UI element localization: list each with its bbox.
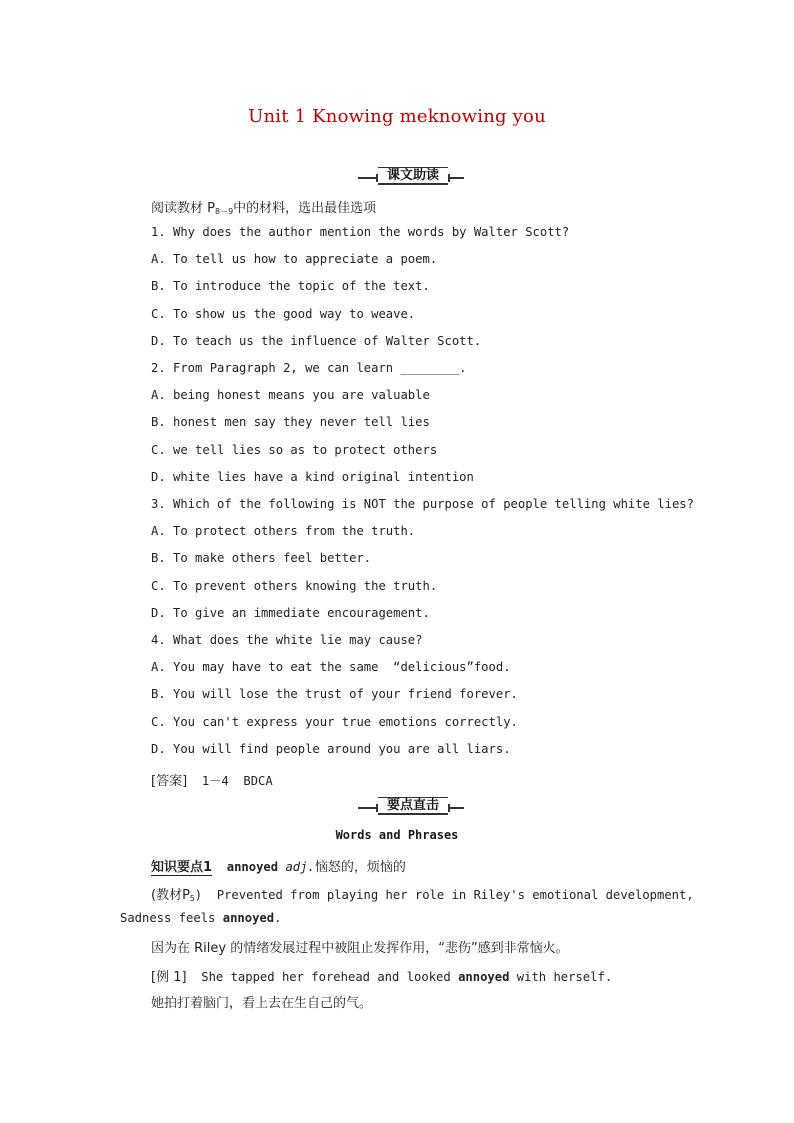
- example-sentence: [例 1] She tapped her forehead and looked annoyed with herself.: [151, 970, 613, 985]
- question-stem: 3. Which of the following is NOT the purpose of people telling white lies?: [151, 497, 694, 511]
- question-stem: 1. Why does the author mention the words by Walter Scott?: [151, 225, 570, 239]
- section-title: 要点直击: [378, 797, 448, 815]
- section-header-reading: [358, 167, 464, 183]
- answer-option: B. honest men say they never tell lies: [151, 415, 430, 430]
- page-title: Unit 1 Knowing meknowing you: [248, 106, 546, 127]
- answer-option: A. being honest means you are valuable: [151, 388, 430, 403]
- textbook-translation: 因为在 Riley 的情绪发展过程中被阻止发挥作用，“悲伤”感到非常恼火。: [151, 941, 569, 956]
- answer-option: A. You may have to eat the same “delicious”food.: [151, 660, 511, 675]
- answer-option: D. white lies have a kind original intention: [151, 469, 474, 484]
- answer-option: B. To make others feel better.: [151, 551, 372, 566]
- answer-option: C. To show us the good way to weave.: [151, 306, 416, 321]
- subheading: Words and Phrases: [335, 828, 459, 842]
- textbook-example-line2: Sadness feels annoyed.: [120, 911, 282, 925]
- section-header-keypoints: [358, 797, 464, 813]
- knowledge-point: 知识要点1 annoyed adj.恼怒的，烦恼的: [151, 860, 406, 875]
- answer-option: C. You can't express your true emotions correctly.: [151, 714, 518, 729]
- example-translation: 她拍打着脑门，看上去在生自己的气。: [151, 996, 373, 1011]
- question-stem: 4. What does the white lie may cause?: [151, 633, 423, 647]
- question-stem: 2. From Paragraph 2, we can learn ________.: [151, 361, 467, 375]
- answer-option: A. To protect others from the truth.: [151, 524, 416, 539]
- reading-instruction: 阅读教材 $P_{8-9}$中的材料，选出最佳选项: [151, 201, 377, 216]
- answer-option: D. To teach us the influence of Walter Scott.: [151, 333, 482, 348]
- answer-option: C. To prevent others knowing the truth.: [151, 578, 438, 593]
- answer-option: D. To give an immediate encouragement.: [151, 605, 430, 620]
- textbook-example-line1: (教材$P_5$) Prevented from playing her role in Riley's emotional development,: [151, 888, 694, 903]
- answer-option: C. we tell lies so as to protect others: [151, 442, 438, 457]
- section-title: 课文助读: [378, 167, 448, 185]
- answer-option: D. You will find people around you are all liars.: [151, 741, 511, 756]
- answer-option: B. You will lose the trust of your friend forever.: [151, 687, 518, 702]
- answer-option: B. To introduce the topic of the text.: [151, 279, 430, 294]
- answer-option: A. To tell us how to appreciate a poem.: [151, 252, 438, 267]
- answer-line: [答案] 1－4 BDCA: [151, 774, 273, 789]
